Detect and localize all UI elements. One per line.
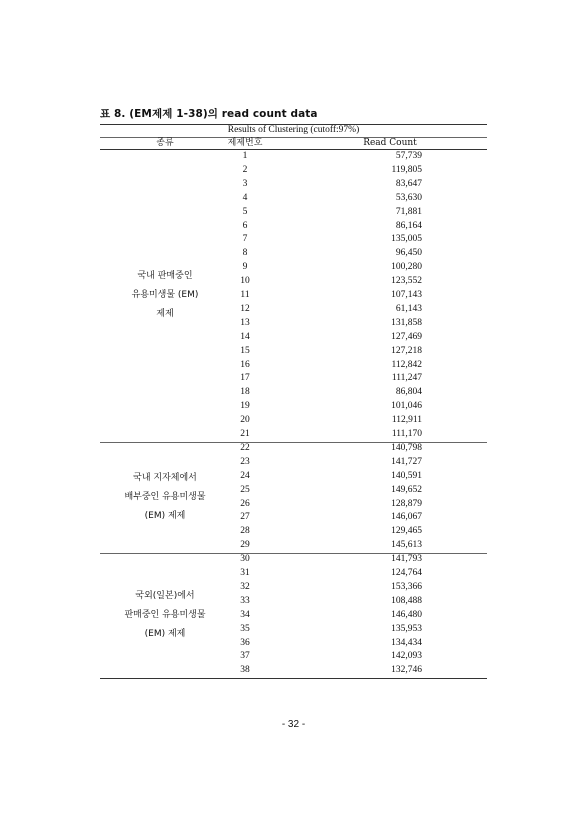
cell-read-count: 123,552 bbox=[391, 276, 422, 287]
table-row bbox=[100, 372, 487, 386]
table-row bbox=[100, 567, 487, 581]
cell-id: 34 bbox=[240, 609, 250, 620]
cell-read-count: 141,793 bbox=[391, 554, 422, 565]
cell-read-count: 135,953 bbox=[391, 623, 422, 634]
cell-read-count: 71,881 bbox=[395, 206, 422, 217]
group-label-line: 국외(일본)에서 bbox=[135, 591, 195, 602]
cell-read-count: 141,727 bbox=[391, 456, 422, 467]
cell-read-count: 112,911 bbox=[391, 415, 422, 426]
column-header-id: 제제번호 bbox=[227, 138, 263, 148]
group-divider bbox=[100, 553, 487, 554]
table-row bbox=[100, 233, 487, 247]
table-row bbox=[100, 247, 487, 261]
table-row bbox=[100, 456, 487, 470]
cell-id: 18 bbox=[240, 387, 250, 398]
cell-id: 11 bbox=[240, 290, 250, 300]
cell-read-count: 107,143 bbox=[391, 290, 422, 300]
cell-read-count: 129,465 bbox=[391, 526, 422, 537]
table-super-header: Results of Clustering (cutoff:97%) bbox=[227, 125, 360, 135]
cell-id: 4 bbox=[242, 192, 248, 203]
cell-read-count: 57,739 bbox=[395, 151, 422, 161]
cell-id: 27 bbox=[240, 512, 250, 523]
cell-read-count: 140,591 bbox=[391, 470, 422, 481]
cell-id: 29 bbox=[240, 540, 250, 551]
cell-id: 22 bbox=[240, 442, 250, 453]
table-row bbox=[100, 664, 487, 678]
table-row bbox=[100, 400, 487, 414]
table-row bbox=[100, 220, 487, 234]
cell-id: 7 bbox=[242, 234, 248, 245]
cell-id: 20 bbox=[240, 415, 250, 426]
table-row bbox=[100, 386, 487, 400]
cell-id: 25 bbox=[240, 484, 250, 495]
cell-read-count: 112,842 bbox=[391, 359, 422, 370]
cell-id: 23 bbox=[240, 456, 250, 467]
group-divider bbox=[100, 442, 487, 443]
cell-id: 12 bbox=[240, 303, 250, 314]
cell-read-count: 101,046 bbox=[391, 401, 422, 412]
cell-id: 30 bbox=[240, 554, 250, 565]
cell-read-count: 132,746 bbox=[391, 665, 422, 676]
cell-id: 19 bbox=[240, 401, 250, 412]
cell-id: 38 bbox=[240, 665, 250, 676]
group-label-line: 판매중인 유용미생물 bbox=[124, 610, 206, 621]
cell-id: 10 bbox=[240, 276, 250, 287]
cell-id: 1 bbox=[242, 151, 248, 161]
group-label-line: 배부중인 유용미생물 bbox=[124, 492, 206, 502]
cell-read-count: 111,247 bbox=[391, 373, 422, 384]
cell-read-count: 142,093 bbox=[391, 651, 422, 662]
group-label bbox=[100, 469, 230, 526]
cell-read-count: 146,067 bbox=[391, 512, 422, 523]
cell-read-count: 127,218 bbox=[391, 345, 422, 356]
cell-read-count: 134,434 bbox=[391, 637, 422, 648]
cell-id: 17 bbox=[240, 373, 250, 384]
cell-id: 31 bbox=[240, 568, 250, 578]
cell-id: 26 bbox=[240, 498, 250, 509]
cell-id: 13 bbox=[240, 317, 250, 328]
table-row bbox=[100, 650, 487, 664]
cell-id: 21 bbox=[240, 429, 250, 439]
cell-read-count: 86,804 bbox=[395, 387, 422, 398]
cell-id: 15 bbox=[240, 345, 250, 356]
group-label-line: 유용미생물 (EM) bbox=[131, 290, 199, 301]
cell-read-count: 53,630 bbox=[395, 192, 422, 203]
cell-id: 36 bbox=[240, 637, 250, 648]
column-header-type: 종류 bbox=[156, 138, 174, 148]
cell-read-count: 111,170 bbox=[391, 429, 422, 439]
page-number: - 32 - bbox=[281, 719, 306, 730]
cell-read-count: 61,143 bbox=[395, 303, 422, 314]
cell-id: 16 bbox=[240, 359, 250, 370]
cell-read-count: 86,164 bbox=[395, 220, 422, 231]
group-label bbox=[100, 587, 230, 644]
cell-read-count: 124,764 bbox=[391, 568, 422, 578]
table-caption: 표 8. (EM제제 1-38)의 read count data bbox=[100, 108, 318, 120]
cell-id: 33 bbox=[240, 595, 250, 606]
table-row bbox=[100, 345, 487, 359]
table-row bbox=[100, 331, 487, 345]
cell-id: 5 bbox=[242, 206, 248, 217]
cell-read-count: 100,280 bbox=[391, 262, 422, 273]
group-label-line: 국내 판매중인 bbox=[137, 271, 193, 282]
cell-read-count: 131,858 bbox=[391, 317, 422, 328]
cell-id: 6 bbox=[242, 220, 248, 231]
cell-id: 9 bbox=[242, 262, 248, 273]
cell-id: 37 bbox=[240, 651, 250, 662]
cell-read-count: 149,652 bbox=[391, 484, 422, 495]
cell-id: 24 bbox=[240, 470, 250, 481]
group-label-line: 제제 bbox=[156, 309, 174, 320]
table-row bbox=[100, 206, 487, 220]
table-row bbox=[100, 442, 487, 456]
cell-read-count: 153,366 bbox=[391, 581, 422, 592]
cell-read-count: 145,613 bbox=[391, 540, 422, 551]
table-row bbox=[100, 359, 487, 373]
cell-read-count: 108,488 bbox=[391, 595, 422, 606]
cell-read-count: 146,480 bbox=[391, 609, 422, 620]
group-label-line: 국내 지자체에서 bbox=[133, 473, 197, 483]
cell-id: 28 bbox=[240, 526, 250, 537]
table-row bbox=[100, 164, 487, 178]
table-row bbox=[100, 553, 487, 567]
group-label bbox=[100, 267, 230, 324]
cell-id: 2 bbox=[242, 164, 248, 175]
cell-id: 3 bbox=[242, 178, 248, 189]
cell-read-count: 127,469 bbox=[391, 331, 422, 342]
cell-id: 8 bbox=[242, 248, 248, 259]
cell-read-count: 135,005 bbox=[391, 234, 422, 245]
cell-read-count: 140,798 bbox=[391, 442, 422, 453]
table-row bbox=[100, 428, 487, 442]
table-row bbox=[100, 525, 487, 539]
cell-id: 35 bbox=[240, 623, 250, 634]
cell-read-count: 128,879 bbox=[391, 498, 422, 509]
group-label-line: (EM) 제제 bbox=[144, 629, 186, 640]
cell-id: 32 bbox=[240, 581, 250, 592]
cell-id: 14 bbox=[240, 331, 250, 342]
cell-read-count: 96,450 bbox=[395, 248, 422, 259]
table-row bbox=[100, 192, 487, 206]
cell-read-count: 119,805 bbox=[391, 164, 422, 175]
table-row bbox=[100, 539, 487, 553]
table-row bbox=[100, 150, 487, 164]
table-bottom-rule bbox=[100, 678, 487, 679]
group-label-line: (EM) 제제 bbox=[144, 511, 186, 521]
table-row bbox=[100, 178, 487, 192]
cell-read-count: 83,647 bbox=[395, 178, 422, 189]
table-row bbox=[100, 414, 487, 428]
column-header-count: Read Count bbox=[363, 138, 417, 148]
